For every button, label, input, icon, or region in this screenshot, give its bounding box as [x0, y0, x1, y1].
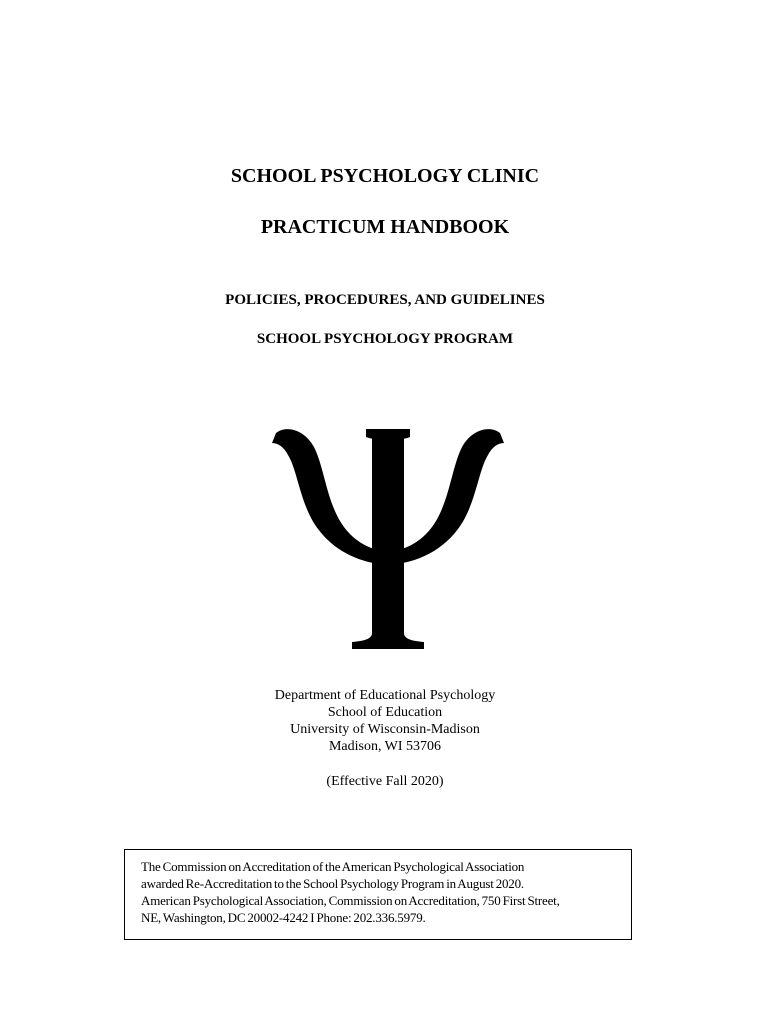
accreditation-line: American Psychological Association, Commission on Accreditation, 750 First Street,: [141, 893, 560, 908]
program-subtitle: SCHOOL PSYCHOLOGY PROGRAM: [256, 331, 514, 347]
accreditation-line: NE, Washington, DC 20002-4242 I Phone: 202.336.5979.: [141, 910, 426, 925]
department-line: Department of Educational Psychology: [274, 688, 496, 703]
accreditation-notice: [124, 849, 632, 940]
clinic-title: SCHOOL PSYCHOLOGY CLINIC: [230, 165, 540, 187]
handbook-title: PRACTICUM HANDBOOK: [260, 216, 510, 238]
psi-icon: [270, 425, 506, 655]
city-line: Madison, WI 53706: [328, 739, 442, 754]
accreditation-line: awarded Re-Accreditation to the School Psychology Program in August 2020.: [141, 876, 524, 891]
school-line: School of Education: [327, 705, 443, 720]
effective-date: (Effective Fall 2020): [326, 774, 444, 789]
university-line: University of Wisconsin-Madison: [290, 722, 480, 737]
accreditation-line: The Commission on Accreditation of the American Psychological Association: [141, 859, 525, 874]
policies-subtitle: POLICIES, PROCEDURES, AND GUIDELINES: [225, 292, 545, 308]
